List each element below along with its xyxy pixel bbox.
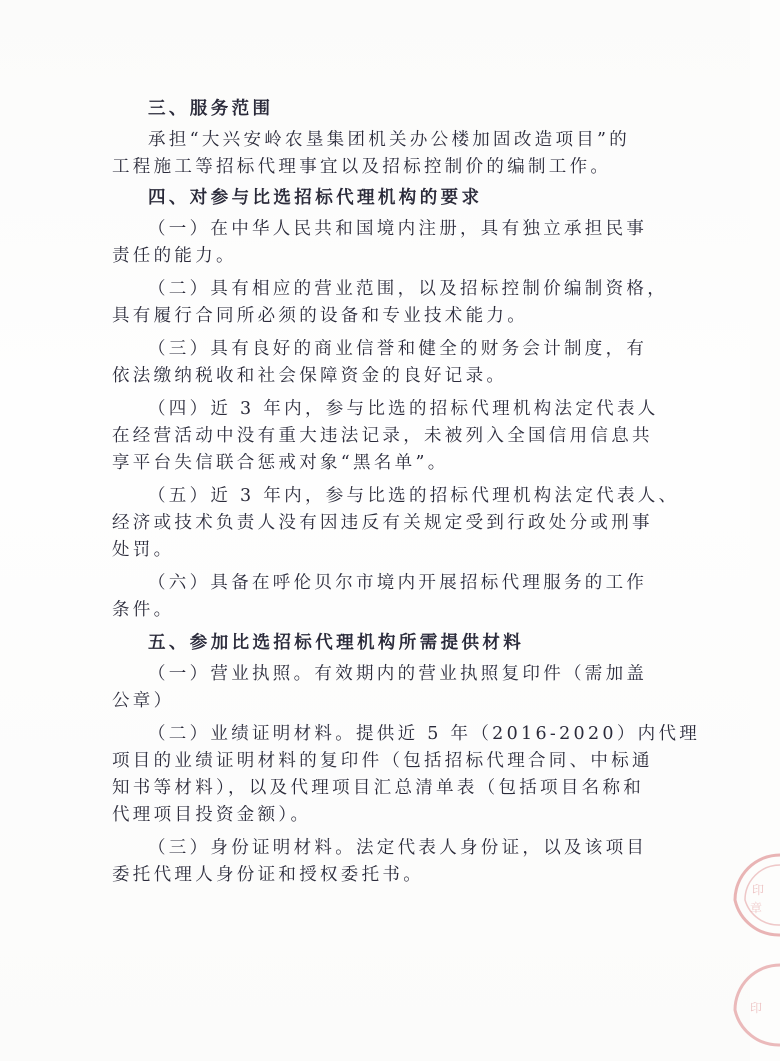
paragraph-line: 公章） <box>112 691 175 711</box>
svg-text:印: 印 <box>750 1001 763 1015</box>
paragraph-line: 承担“大兴安岭农垦集团机关办公楼加固改造项目”的 <box>148 130 631 150</box>
paragraph-line: 处罚。 <box>112 540 175 560</box>
paragraph-line: （四）近 3 年内，参与比选的招标代理机构法定代表人 <box>148 399 659 419</box>
paragraph-line: （三）身份证明材料。法定代表人身份证，以及该项目 <box>148 838 648 858</box>
paragraph-line: （二）业绩证明材料。提供近 5 年（2016-2020）内代理 <box>148 724 701 744</box>
requirement-item-6 <box>112 570 648 624</box>
paragraph-line: （二）具有相应的营业范围，以及招标控制价编制资格， <box>148 279 668 299</box>
paragraph-line: 项目的业绩证明材料的复印件（包括招标代理合同、中标通 <box>112 751 653 771</box>
paragraph-line: 经济或技术负责人没有因违反有关规定受到行政处分或刑事 <box>112 513 653 533</box>
requirement-item-1 <box>112 216 648 270</box>
paragraph-line: 在经营活动中没有重大违法记录，未被列入全国信用信息共 <box>112 426 653 446</box>
section-heading-4: 四、对参与比选招标代理机构的要求 <box>148 188 483 208</box>
requirement-item-5 <box>112 483 680 564</box>
paragraph-line: （六）具备在呼伦贝尔市境内开展招标代理服务的工作 <box>148 573 648 593</box>
paragraph-line: 委托代理人身份证和授权委托书。 <box>112 865 424 885</box>
requirement-item-3 <box>112 336 648 390</box>
paragraph-line: 享平台失信联合惩戒对象“黑名单”。 <box>112 453 449 473</box>
paragraph-line: （五）近 3 年内，参与比选的招标代理机构法定代表人、 <box>148 486 680 506</box>
paragraph-line: 具有履行合同所必须的设备和专业技术能力。 <box>112 306 528 326</box>
paragraph-line: 代理项目投资金额）。 <box>112 805 312 825</box>
paragraph-line: （三）具有良好的商业信誉和健全的财务会计制度，有 <box>148 339 648 359</box>
paragraph-line: （一）营业执照。有效期内的营业执照复印件（需加盖 <box>148 664 648 684</box>
svg-text:章: 章 <box>750 901 763 915</box>
paragraph-line: 条件。 <box>112 600 175 620</box>
paragraph-line: 依法缴纳税收和社会保障资金的良好记录。 <box>112 366 508 386</box>
paragraph-line: 知书等材料），以及代理项目汇总清单表（包括项目名称和 <box>112 778 645 798</box>
requirement-item-2 <box>112 276 668 330</box>
paragraph-scope <box>112 127 634 181</box>
material-item-2 <box>112 721 701 829</box>
paragraph-line: （一）在中华人民共和国境内注册，具有独立承担民事 <box>148 219 648 239</box>
material-item-3 <box>112 835 648 889</box>
seal-stamp-fragment-icon <box>720 960 780 1050</box>
section-heading-3: 三、服务范围 <box>148 99 274 119</box>
requirement-item-4 <box>112 396 659 477</box>
section-heading-5: 五、参加比选招标代理机构所需提供材料 <box>148 633 525 653</box>
material-item-1 <box>112 661 648 715</box>
paragraph-line: 工程施工等招标代理事宜以及招标控制价的编制工作。 <box>112 157 612 177</box>
paragraph-line: 责任的能力。 <box>112 246 237 266</box>
document-body <box>112 96 701 889</box>
svg-text:印: 印 <box>752 883 765 897</box>
seal-stamp-fragment-icon <box>720 850 780 940</box>
